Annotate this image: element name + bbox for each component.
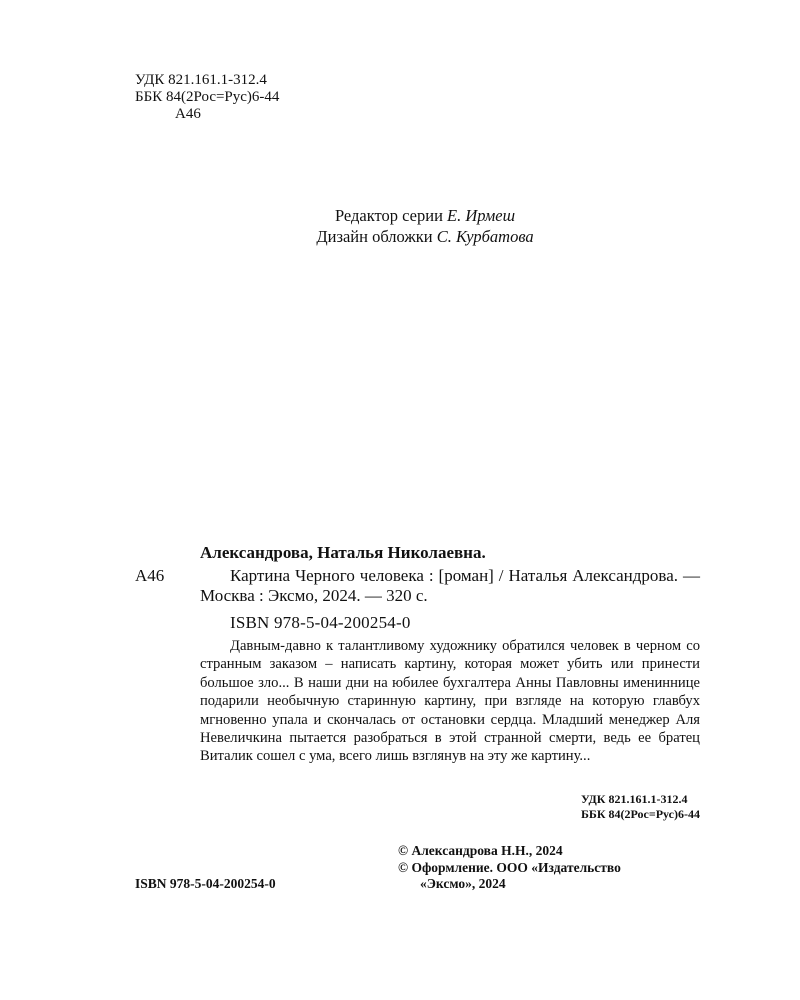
catalog-index: А46	[135, 566, 165, 585]
cover-design-label: Дизайн обложки	[316, 227, 433, 246]
book-annotation: Давным-давно к талантливому художнику обратился человек в черном со странным заказом – написать картину, которая может убить или принести большое зло... В наши дни на юбилее бухгалтера Анны Павловны имениннице подарили необычную старинную картину, при взгляде на которую главбух мгновенно упала и скончалась от остановки сердца. Младший менеджер Аля Невеличкина пытается разобраться в этой странной смерти, ведь ее братец Виталик сошел с ума, всего лишь взглянув на эту же картину...	[200, 638, 700, 765]
udk-code: УДК 821.161.1-312.4	[135, 72, 267, 88]
catalog-bbk: ББК 84(2Рос=Рус)6-44	[580, 807, 700, 821]
series-editor-label: Редактор серии	[334, 206, 443, 225]
credits-block	[200, 205, 650, 247]
author-index-code: А46	[175, 106, 201, 122]
copyright-design: © Оформление. ООО «Издательство	[398, 859, 621, 875]
copyright-design-cont: «Эксмо», 2024	[420, 876, 506, 891]
series-editor-line	[200, 205, 650, 226]
top-classification-codes	[135, 72, 279, 123]
catalog-title-entry: Картина Черного человека : [роман] / Наталья Александрова. — Москва : Эксмо, 2024. — 320 с.	[200, 566, 700, 605]
catalog-author-heading: Александрова, Наталья Николаевна.	[200, 543, 486, 562]
copyright-block	[398, 843, 621, 893]
cover-design-line	[200, 226, 650, 247]
isbn-bottom: ISBN 978-5-04-200254-0	[135, 876, 276, 891]
catalog-classification-codes	[581, 792, 700, 822]
bbk-code: ББК 84(2Рос=Рус)6-44	[135, 89, 280, 105]
cover-design-name: С. Курбатова	[436, 227, 534, 246]
series-editor-name: Е. Ирмеш	[447, 206, 516, 225]
catalog-isbn: ISBN 978-5-04-200254-0	[230, 613, 411, 632]
catalog-udk: УДК 821.161.1-312.4	[580, 792, 688, 806]
copyright-author: © Александрова Н.Н., 2024	[398, 843, 563, 858]
